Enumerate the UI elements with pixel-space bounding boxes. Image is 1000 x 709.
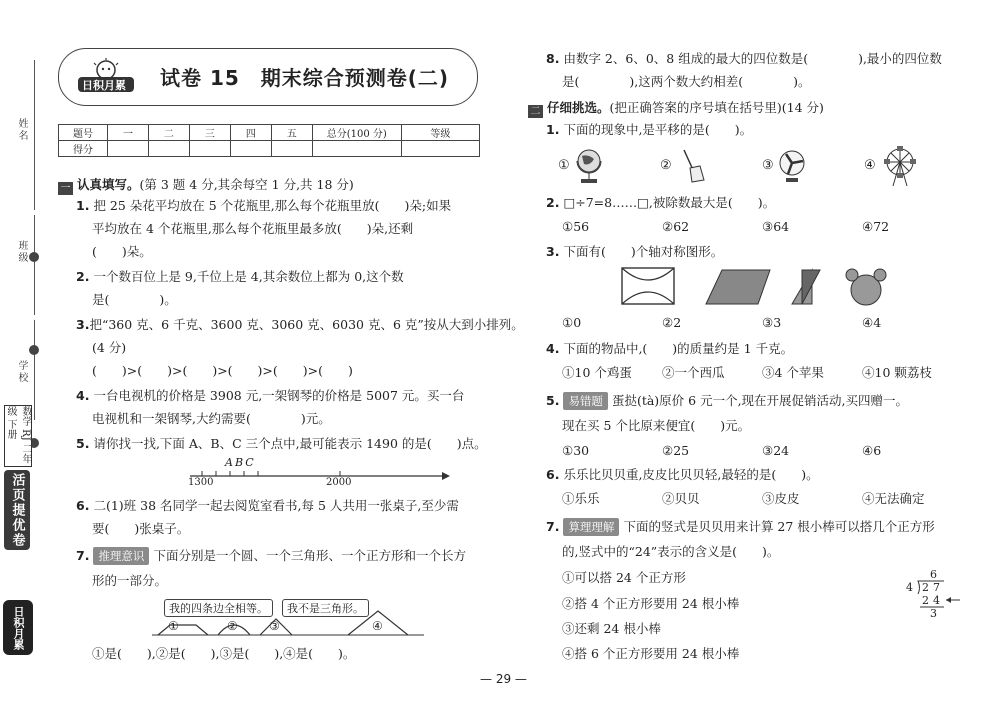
score-header-cell: 一 — [108, 125, 149, 141]
question-3-answer-blanks: ( )>( )>( )>( )>( )>( ) — [92, 363, 353, 378]
question-number: 7. — [546, 519, 560, 534]
score-header-cell: 二 — [148, 125, 189, 141]
score-header-cell: 总分(100 分) — [312, 125, 401, 141]
choice-3-option[interactable]: ②2 — [662, 315, 682, 330]
choice-2-option[interactable]: ③64 — [762, 219, 790, 234]
question-text: 下面分别是一个圆、一个三角形、一个正方形和一个长方 — [153, 548, 466, 563]
question-number: 2. — [76, 269, 90, 284]
question-text: 由数字 2、6、0、8 组成的最大的四位数是( ),最小的四位数 — [563, 51, 942, 66]
question-text: 下面的现象中,是平移的是( )。 — [563, 122, 753, 137]
choice-2-option[interactable]: ①56 — [562, 219, 590, 234]
book-title: 活页提优卷 — [4, 470, 30, 550]
page-number: — 29 — — [480, 672, 527, 686]
fan-icon — [776, 148, 808, 184]
choice-6-option[interactable]: ①乐乐 — [562, 491, 600, 506]
option-label: ② — [660, 158, 672, 173]
option-label: ① — [558, 158, 570, 173]
section-one-icon: 一 — [58, 182, 73, 195]
score-cell[interactable] — [148, 141, 189, 157]
section-one-header — [58, 175, 354, 195]
question-text: 把“360 克、6 千克、3600 克、3060 克、6030 克、6 克”按从大到小排列。 — [89, 317, 524, 332]
number-line-right-label: 2000 — [326, 477, 352, 488]
choice-question-2 — [546, 195, 775, 211]
shape-label: ④ — [372, 619, 383, 633]
question-tag: 算理理解 — [563, 518, 619, 536]
question-7-line-2: 形的一部分。 — [92, 573, 168, 588]
choice-6-option[interactable]: ③皮皮 — [762, 491, 800, 506]
score-header-cell: 等级 — [401, 125, 479, 141]
score-table-score-row — [59, 141, 480, 157]
choice-6-option[interactable]: ④无法确定 — [862, 491, 925, 506]
number-line — [180, 456, 450, 490]
choice-question-5 — [546, 392, 908, 410]
choice-1-images — [558, 144, 928, 188]
question-number: 6. — [546, 467, 560, 482]
name-line — [34, 60, 35, 210]
choice-3-option[interactable]: ④4 — [862, 315, 882, 330]
brand-logo: 日积月累 — [3, 600, 33, 655]
question-text: 一个数百位上是 9,千位上是 4,其余数位上都为 0,这个数 — [93, 269, 404, 284]
question-text: 蛋挞(tà)原价 6 元一个,现在开展促销活动,买四赠一。 — [611, 393, 909, 408]
choice-question-5-line-2: 现在买 5 个比原来便宜( )元。 — [562, 418, 751, 433]
choice-4-option[interactable]: ②一个西瓜 — [662, 365, 725, 380]
question-1-line-3: ( )朵。 — [92, 244, 152, 259]
question-3 — [76, 317, 524, 333]
score-cell[interactable] — [108, 141, 149, 157]
option-label: ④ — [864, 158, 876, 173]
choice-2-option[interactable]: ②62 — [662, 219, 690, 234]
score-cell[interactable] — [271, 141, 312, 157]
question-3-line-2: (4 分) — [92, 340, 127, 355]
brand-logo-icon — [74, 58, 138, 94]
question-text: 下面的竖式是贝贝用来计算 27 根小棒可以搭几个正方形 — [623, 519, 935, 534]
class-label: 班级 — [16, 240, 27, 264]
question-6-line-2: 要( )张桌子。 — [92, 521, 190, 536]
question-number: 2. — [546, 195, 560, 210]
question-number: 4. — [76, 388, 90, 403]
division-quotient: 6 — [930, 568, 937, 581]
choice-question-7 — [546, 518, 935, 536]
ferris-wheel-icon — [880, 144, 920, 188]
section-two-icon: 二 — [528, 105, 543, 118]
brand-logo-text: 日积月累 — [82, 79, 126, 92]
division-dividend: 27 — [922, 581, 944, 594]
choice-5-option[interactable]: ③24 — [762, 443, 790, 458]
binding-strip — [0, 0, 50, 709]
score-table-header-row — [59, 125, 480, 141]
division-remainder: 3 — [930, 607, 937, 620]
question-2 — [76, 269, 404, 285]
score-header-cell: 四 — [230, 125, 271, 141]
section-two-note: (把正确答案的序号填在括号里)(14 分) — [609, 100, 824, 115]
question-number: 1. — [546, 122, 560, 137]
question-8-line-2: 是( ),这两个数大约相差( )。 — [562, 74, 811, 89]
choice-7-option[interactable]: ③还剩 24 根小棒 — [562, 621, 661, 636]
question-text: 下面有( )个轴对称图形。 — [563, 244, 724, 259]
name-label: 姓名 — [16, 118, 27, 142]
shape-label: ① — [168, 619, 179, 633]
question-number: 8. — [546, 51, 560, 66]
choice-question-7-line-2: 的,竖式中的“24”表示的含义是( )。 — [562, 544, 780, 559]
question-7 — [76, 547, 466, 565]
question-4 — [76, 388, 464, 404]
option-label: ③ — [762, 158, 774, 173]
question-tag: 推理意识 — [93, 547, 149, 565]
choice-question-4 — [546, 341, 793, 357]
class-line — [34, 215, 35, 315]
question-text: 请你找一找,下面 A、B、C 三个点中,最可能表示 1490 的是( )点。 — [93, 436, 487, 451]
choice-3-option[interactable]: ③3 — [762, 315, 782, 330]
question-5 — [76, 436, 487, 452]
section-one-note: (第 3 题 4 分,其余每空 1 分,共 18 分) — [139, 177, 354, 192]
question-number: 5. — [76, 436, 90, 451]
question-number: 5. — [546, 393, 560, 408]
number-line-points: ABC — [225, 456, 256, 469]
choice-2-option[interactable]: ④72 — [862, 219, 890, 234]
question-text: 二(1)班 38 名同学一起去阅览室看书,每 5 人共用一张桌子,至少需 — [93, 498, 459, 513]
choice-3-option[interactable]: ①0 — [562, 315, 582, 330]
question-number: 6. — [76, 498, 90, 513]
shape-label: ③ — [269, 619, 280, 633]
school-line — [34, 320, 35, 420]
choice-4-option[interactable]: ①10 个鸡蛋 — [562, 365, 632, 380]
question-number: 3. — [546, 244, 560, 259]
question-text: 把 25 朵花平均放在 5 个花瓶里,那么每个花瓶里放( )朵;如果 — [93, 198, 452, 213]
question-number: 4. — [546, 341, 560, 356]
question-number: 1. — [76, 198, 90, 213]
choice-7-option[interactable]: ②搭 4 个正方形要用 24 根小棒 — [562, 596, 740, 611]
division-divisor: 4 — [906, 581, 913, 594]
section-one-title: 认真填写。 — [77, 177, 140, 192]
question-text: 一台电视机的价格是 3908 元,一架钢琴的价格是 5007 元。买一台 — [93, 388, 465, 403]
speech-bubble: 我不是三角形。 — [282, 599, 369, 617]
score-header-cell: 题号 — [59, 125, 108, 141]
speech-bubble: 我的四条边全相等。 — [164, 599, 273, 617]
question-8 — [546, 51, 942, 67]
choice-4-option[interactable]: ③4 个苹果 — [762, 365, 824, 380]
choice-5-option[interactable]: ①30 — [562, 443, 590, 458]
question-6 — [76, 498, 459, 514]
score-header-cell: 五 — [271, 125, 312, 141]
question-2-line-2: 是( )。 — [92, 292, 177, 307]
question-7-answer: ①是( ),②是( ),③是( ),④是( )。 — [92, 646, 356, 661]
score-cell[interactable] — [230, 141, 271, 157]
score-cell[interactable] — [401, 141, 479, 157]
question-text: 下面的物品中,( )的质量约是 1 千克。 — [563, 341, 794, 356]
shape-label: ② — [227, 619, 238, 633]
choice-7-option[interactable]: ①可以搭 24 个正方形 — [562, 570, 686, 585]
section-two-title: 仔细挑选。 — [547, 100, 610, 115]
binding-hole — [29, 252, 39, 262]
question-tag: 易错题 — [563, 392, 608, 410]
score-cell[interactable] — [189, 141, 230, 157]
score-row-label: 得分 — [59, 141, 108, 157]
hand-writing-icon — [678, 146, 708, 186]
number-line-left-label: 1300 — [188, 477, 214, 488]
score-cell[interactable] — [312, 141, 401, 157]
page-title: 试卷 15 期末综合预测卷(二) — [160, 66, 450, 90]
score-header-cell: 三 — [189, 125, 230, 141]
score-table — [58, 124, 480, 157]
choice-5-option[interactable]: ④6 — [862, 443, 882, 458]
question-number: 7. — [76, 548, 90, 563]
binding-hole — [29, 345, 39, 355]
choice-5-option[interactable]: ②25 — [662, 443, 690, 458]
choice-question-1 — [546, 122, 752, 138]
question-number: 3. — [76, 317, 90, 332]
question-1 — [76, 198, 451, 214]
school-label: 学校 — [16, 360, 27, 384]
choice-question-6 — [546, 467, 819, 483]
choice-6-option[interactable]: ②贝贝 — [662, 491, 700, 506]
section-two-header — [528, 98, 824, 118]
question-text: 乐乐比贝贝重,皮皮比贝贝轻,最轻的是( )。 — [563, 467, 819, 482]
choice-7-option[interactable]: ④搭 6 个正方形要用 24 根小棒 — [562, 646, 740, 661]
choice-3-shapes — [620, 266, 900, 308]
choice-question-3 — [546, 244, 723, 260]
question-4-line-2: 电视机和一架钢琴,大约需要( )元。 — [92, 411, 331, 426]
long-division — [900, 568, 962, 620]
question-text: □÷7=8……□,被除数最大是( )。 — [563, 195, 776, 210]
question-1-line-2: 平均放在 4 个花瓶里,那么每个花瓶里最多放( )朵,还剩 — [92, 221, 414, 236]
book-subject: 数学 RJ 二年级 下册 — [4, 405, 32, 467]
choice-4-option[interactable]: ④10 颗荔枝 — [862, 365, 932, 380]
globe-icon — [574, 146, 604, 186]
division-product: 24 — [922, 594, 944, 607]
